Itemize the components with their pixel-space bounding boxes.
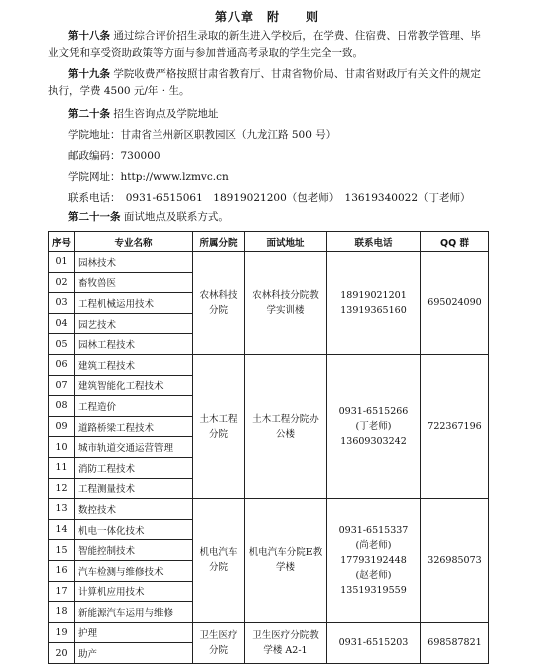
qq-cell: 722367196 [421, 354, 489, 498]
article-18-label: 第十八条 [68, 30, 110, 42]
major-name: 消防工程技术 [75, 457, 193, 478]
table-row [49, 499, 489, 520]
location-cell: 土木工程分院办公楼 [245, 354, 327, 498]
row-number: 16 [49, 560, 75, 581]
row-number: 02 [49, 272, 75, 293]
major-name: 新能源汽车运用与维修 [75, 602, 193, 623]
row-number: 03 [49, 293, 75, 314]
article-19-label: 第十九条 [68, 68, 110, 80]
article-20-text: 招生咨询点及学院地址 [113, 108, 219, 120]
phone-cell: 18919021201 13919365160 [327, 252, 421, 355]
article-19-text: 学院收费严格按照甘肃省教育厅、甘肃省物价局、甘肃省财政厅有关文件的规定执行，学费 4500 元/年 · 生。 [48, 68, 481, 97]
qq-cell: 326985073 [421, 499, 489, 623]
row-number: 05 [49, 334, 75, 355]
article-21-text: 面试地点及联系方式。 [123, 211, 229, 223]
contact-postcode: 邮政编码：730000 [68, 150, 161, 162]
major-name: 机电一体化技术 [75, 519, 193, 540]
department-cell: 农林科技分院 [193, 252, 245, 355]
row-number: 20 [49, 643, 75, 664]
row-number: 11 [49, 457, 75, 478]
major-name: 建筑工程技术 [75, 354, 193, 375]
row-number: 12 [49, 478, 75, 499]
qq-cell: 695024090 [421, 252, 489, 355]
article-21-label: 第二十一条 [68, 211, 121, 223]
department-cell: 卫生医疗分院 [193, 622, 245, 663]
major-name: 助产 [75, 643, 193, 664]
table-header-row [49, 232, 489, 252]
major-name: 园艺技术 [75, 313, 193, 334]
major-name: 建筑智能化工程技术 [75, 375, 193, 396]
header-department: 所属分院 [193, 232, 245, 252]
row-number: 15 [49, 540, 75, 561]
row-number: 13 [49, 499, 75, 520]
phone-cell: 0931-6515337 (尚老师) 17793192448 (赵老师) 13519319559 [327, 499, 421, 623]
major-name: 护理 [75, 622, 193, 643]
contact-phone: 联系电话： 0931-6515061 18919021200（包老师） 13619340022（丁老师） [68, 192, 471, 204]
location-cell: 农林科技分院教学实训楼 [245, 252, 327, 355]
major-name: 道路桥梁工程技术 [75, 416, 193, 437]
row-number: 06 [49, 354, 75, 375]
header-major: 专业名称 [75, 232, 193, 252]
phone-cell: 0931-6515203 [327, 622, 421, 663]
department-cell: 土木工程分院 [193, 354, 245, 498]
phone-cell: 0931-6515266 (丁老师) 13609303242 [327, 354, 421, 498]
article-19 [48, 66, 488, 100]
table-row [49, 622, 489, 643]
row-number: 19 [49, 622, 75, 643]
row-number: 07 [49, 375, 75, 396]
row-number: 18 [49, 602, 75, 623]
header-location: 面试地址 [245, 232, 327, 252]
major-name: 工程造价 [75, 396, 193, 417]
table-row [49, 252, 489, 273]
row-number: 10 [49, 437, 75, 458]
major-name: 城市轨道交通运营管理 [75, 437, 193, 458]
row-number: 09 [49, 416, 75, 437]
major-name: 数控技术 [75, 499, 193, 520]
major-name: 园林技术 [75, 252, 193, 273]
article-18-text: 通过综合评价招生录取的新生进入学校后，在学费、住宿费、日常教学管理、毕业文凭和享受资助政策等方面与参加普通高考录取的学生完全一致。 [48, 30, 481, 59]
row-number: 04 [49, 313, 75, 334]
header-phone: 联系电话 [327, 232, 421, 252]
interview-table [48, 231, 489, 664]
row-number: 08 [49, 396, 75, 417]
contact-website[interactable]: 学院网址：http://www.lzmvc.cn [68, 171, 229, 183]
header-qq: QQ 群 [421, 232, 489, 252]
major-name: 汽车检测与维修技术 [75, 560, 193, 581]
contact-address: 学院地址：甘肃省兰州新区职教园区（九龙江路 500 号） [68, 129, 337, 141]
major-name: 园林工程技术 [75, 334, 193, 355]
row-number: 17 [49, 581, 75, 602]
article-20-label: 第二十条 [68, 108, 110, 120]
table-row [49, 354, 489, 375]
qq-cell: 698587821 [421, 622, 489, 663]
department-cell: 机电汽车分院 [193, 499, 245, 623]
row-number: 14 [49, 519, 75, 540]
major-name: 计算机应用技术 [75, 581, 193, 602]
article-18 [48, 28, 488, 62]
article-21 [48, 209, 488, 226]
major-name: 工程机械运用技术 [75, 293, 193, 314]
major-name: 工程测量技术 [75, 478, 193, 499]
location-cell: 机电汽车分院E教学楼 [245, 499, 327, 623]
chapter-title: 第八章 附 则 [214, 10, 319, 24]
major-name: 畜牧兽医 [75, 272, 193, 293]
location-cell: 卫生医疗分院教学楼 A2-1 [245, 622, 327, 663]
article-20 [48, 106, 488, 123]
header-no: 序号 [49, 232, 75, 252]
row-number: 01 [49, 252, 75, 273]
major-name: 智能控制技术 [75, 540, 193, 561]
